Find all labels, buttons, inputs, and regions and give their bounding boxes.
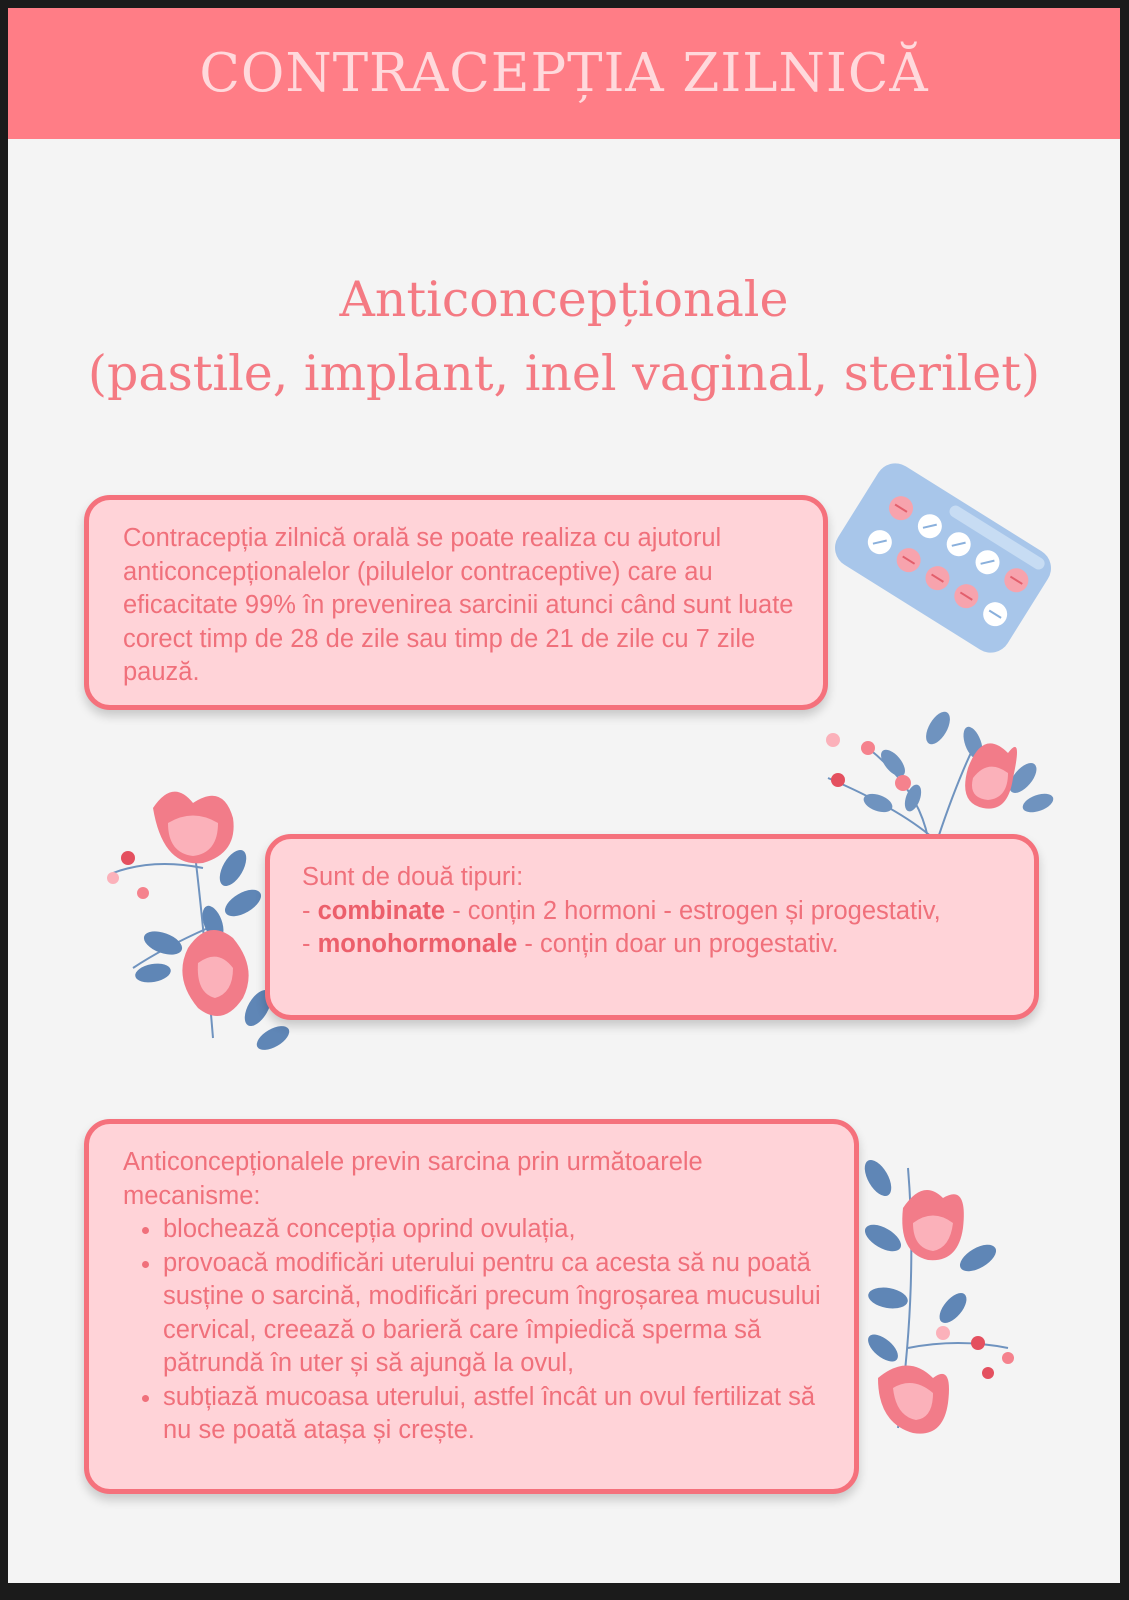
flower-bouquet-icon: [93, 778, 293, 1058]
subtitle-line-1: Anticoncepționale: [339, 271, 789, 328]
subtitle: [8, 263, 1120, 411]
info-card-pill-types: [265, 834, 1039, 1020]
term-combinate-desc: - conțin 2 hormoni - estrogen și progestativ,: [445, 896, 941, 925]
poster-page: [8, 8, 1120, 1583]
pill-type-monohormonal: [302, 928, 1020, 962]
list-item: • blochează concepția oprind ovulația,: [163, 1213, 844, 1247]
card2-intro: Sunt de două tipuri:: [302, 863, 524, 891]
term-combinate: combinate: [317, 896, 446, 925]
list-item: • provoacă modificări uterului pentru ca acesta să nu poată susține o sarcină, modificări precum îngroșarea mucusului cervical, creează o barieră care împiedică sperma să pătrundă în uter și să ajungă la ovul,: [163, 1247, 844, 1381]
bullet-dash: -: [302, 930, 318, 958]
subtitle-line-2: (pastile, implant, inel vaginal, sterilet): [87, 345, 1041, 402]
mechanisms-list: [123, 1213, 844, 1448]
list-item: • subțiază mucoasa uterului, astfel încât un ovul fertilizat să nu se poată atașa și crește.: [163, 1381, 844, 1448]
flower-bouquet-icon: [808, 708, 1058, 848]
card1-text: Contracepția zilnică orală se poate realiza cu ajutorul anticoncepționalelor (pilulelor contraceptive) care au eficacitate 99% în prevenirea sarcinii atunci când sunt luate corect timp de 28 de zile sau timp de 21 de zile cu 7 zile pauză.: [123, 524, 794, 686]
term-monohormonale: monohormonale: [317, 930, 518, 958]
flower-bouquet-icon: [848, 1148, 1028, 1448]
info-card-oral-contraception: [84, 495, 828, 710]
info-card-mechanisms: [84, 1119, 859, 1494]
header-banner: [8, 8, 1120, 139]
page-title: CONTRACEPȚIA ZILNICĂ: [199, 43, 929, 104]
term-monohormonale-desc: - conțin doar un progestativ.: [517, 930, 839, 958]
bullet-dash: -: [302, 896, 318, 925]
pill-type-combined: [302, 895, 1020, 929]
card3-intro: Anticoncepționalele previn sarcina prin următoarele mecanisme:: [123, 1148, 703, 1210]
pill-pack-icon: [828, 453, 1058, 663]
